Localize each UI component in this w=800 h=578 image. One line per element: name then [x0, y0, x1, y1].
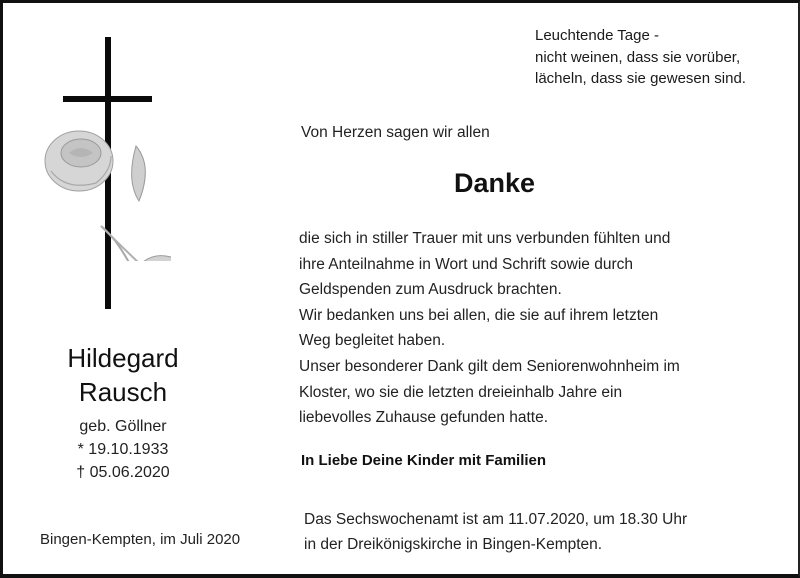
thanks-paragraph [299, 226, 670, 354]
intro-text: Von Herzen sagen wir allen [301, 124, 490, 141]
text-line: Geldspenden zum Ausdruck brachten. [299, 281, 562, 298]
poem-line: Leuchtende Tage - [535, 27, 659, 44]
text-line: liebevolles Zuhause gefunden hatte. [299, 409, 549, 426]
place-and-date: Bingen-Kempten, im Juli 2020 [40, 531, 241, 548]
signature: In Liebe Deine Kinder mit Familien [301, 452, 547, 469]
deceased-last-name: Rausch [78, 377, 168, 407]
maiden-name: geb. Göllner [79, 418, 167, 435]
text-line: die sich in stiller Trauer mit uns verbunden fühlten und [299, 230, 671, 247]
heading-danke: Danke [454, 168, 536, 198]
death-date: † 05.06.2020 [76, 464, 170, 481]
special-thanks-paragraph [299, 354, 680, 431]
poem-line: nicht weinen, dass sie vorüber, [535, 48, 741, 66]
text-line: Kloster, wo sie die letzten dreieinhalb Jahre ein [299, 383, 623, 401]
text-line: in der Dreikönigskirche in Bingen-Kempten. [304, 536, 603, 553]
text-line: Wir bedanken uns bei allen, die sie auf ihrem letzten [299, 306, 659, 324]
cross-horizontal-bar [63, 96, 152, 102]
deceased-first-name: Hildegard [67, 343, 179, 373]
mass-notice [304, 507, 687, 557]
text-line: Das Sechswochenamt ist am 11.07.2020, um 18.30 Uhr [304, 511, 688, 528]
text-line: Unser besonderer Dank gilt dem Seniorenwohnheim im [299, 358, 680, 375]
birth-date: * 19.10.1933 [77, 441, 169, 458]
text-line: Weg begleitet haben. [299, 332, 446, 349]
rose-icon [41, 121, 171, 261]
poem-line: lächeln, dass sie gewesen sind. [535, 70, 746, 87]
poem [535, 25, 746, 90]
text-line: ihre Anteilnahme in Wort und Schrift sowie durch [299, 255, 633, 273]
